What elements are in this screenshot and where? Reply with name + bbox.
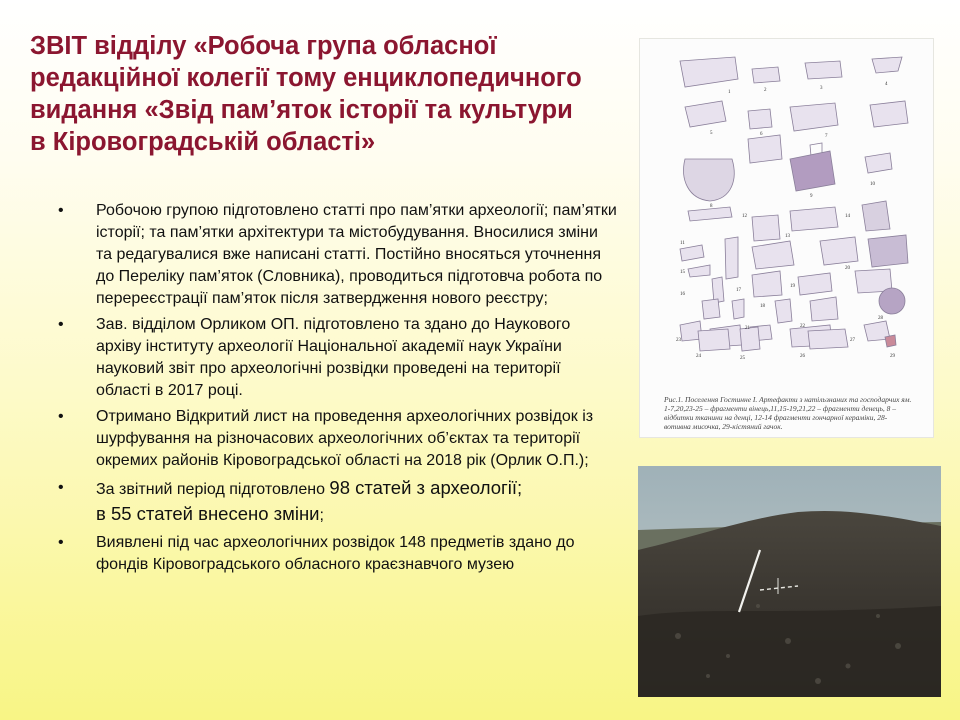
figure-number-14: 14 xyxy=(845,214,850,219)
title-line: в Кіровоградській області» xyxy=(30,128,376,156)
figure-number-8: 8 xyxy=(710,204,713,209)
figure-number-4: 4 xyxy=(885,82,888,87)
figure-number-11: 11 xyxy=(680,241,685,246)
figure-number-10: 10 xyxy=(870,182,875,187)
slide-title xyxy=(30,30,630,158)
figure-number-16: 16 xyxy=(680,292,685,297)
figure-number-28: 28 xyxy=(878,316,883,321)
bullet-item: • Виявлені під час археологічних розвідок 148 предметів здано до фондів Кіровоградського обласного краєзнавчого музею xyxy=(58,532,618,576)
title-line: ЗВІТ відділу «Робоча група обласної xyxy=(30,32,497,60)
figure-number-22: 22 xyxy=(800,324,805,329)
bullet-item: • Отримано Відкритий лист на проведення археологічних розвідок із шурфування на різночасових археологічних об’єктах та території окремих районів Кіровоградської області на 2018 рік (Орлик О.П.); xyxy=(58,406,618,472)
figure-number-26: 26 xyxy=(800,354,805,359)
artifact-drawing-figure xyxy=(639,38,934,438)
figure-number-20: 20 xyxy=(845,266,850,271)
figure-number-3: 3 xyxy=(820,86,823,91)
bullet-text: За звітний період підготовлено xyxy=(96,481,330,498)
bullet-text: ; xyxy=(319,507,324,524)
bullet-item: • Робочою групою підготовлено статті про пам’ятки археології; пам’ятки історії; та пам’ятки архітектури та містобудування. Вносилися зміни та редагувалися вже написані статті. Постійно вносяться уточнення до Переліку пам’яток (Словника), проводиться підготовча робота по перереєстрації пам’яток після затвердження нового реєстру; xyxy=(58,200,618,310)
title-line: редакційної колегії тому енциклопедичного xyxy=(30,64,582,92)
figure-number-24: 24 xyxy=(696,354,701,359)
figure-number-19: 19 xyxy=(790,284,795,289)
figure-number-9: 9 xyxy=(810,194,813,199)
figure-number-25: 25 xyxy=(740,356,745,361)
artifact-drawings xyxy=(640,39,935,439)
excavation-photo xyxy=(638,466,941,697)
figure-number-15: 15 xyxy=(680,270,685,275)
figure-number-18: 18 xyxy=(760,304,765,309)
figure-number-5: 5 xyxy=(710,131,713,136)
bullet-list xyxy=(58,200,618,580)
figure-number-17: 17 xyxy=(736,288,741,293)
bullet-emphasis: в 55 статей внесено зміни xyxy=(96,503,320,524)
figure-number-12: 12 xyxy=(742,214,747,219)
figure-caption: Рис.1. Поселення Гостинне І. Артефакти з натільзнаних та господарчих ям. 1-7,20,23-25 – фрагменти вінець,11,15-19,21,22 – фрагменти денець, 8 – відбитки тканини на денці, 12-14 фрагменти гончарної кераміки, 28-вотивна мисочка, 29-кістяний гачок. xyxy=(664,395,912,431)
excavation-photo-image xyxy=(638,466,941,697)
bullet-item xyxy=(58,476,618,528)
figure-number-23: 23 xyxy=(676,338,681,343)
figure-number-6: 6 xyxy=(760,132,763,137)
title-line: видання «Звід пам’яток історії та культури xyxy=(30,96,573,124)
bullet-emphasis: 98 статей з археології; xyxy=(329,477,523,498)
figure-number-13: 13 xyxy=(785,234,790,239)
figure-number-2: 2 xyxy=(764,88,767,93)
bullet-item: • Зав. відділом Орликом ОП. підготовлено та здано до Наукового архіву інституту археології Національної академії наук України науковий звіт про археологічні розвідки проведені на території області в 2017 році. xyxy=(58,314,618,402)
figure-number-21: 21 xyxy=(745,326,750,331)
figure-number-7: 7 xyxy=(825,134,828,139)
figure-number-29: 29 xyxy=(890,354,895,359)
figure-number-1: 1 xyxy=(728,90,731,95)
figure-number-27: 27 xyxy=(850,338,855,343)
